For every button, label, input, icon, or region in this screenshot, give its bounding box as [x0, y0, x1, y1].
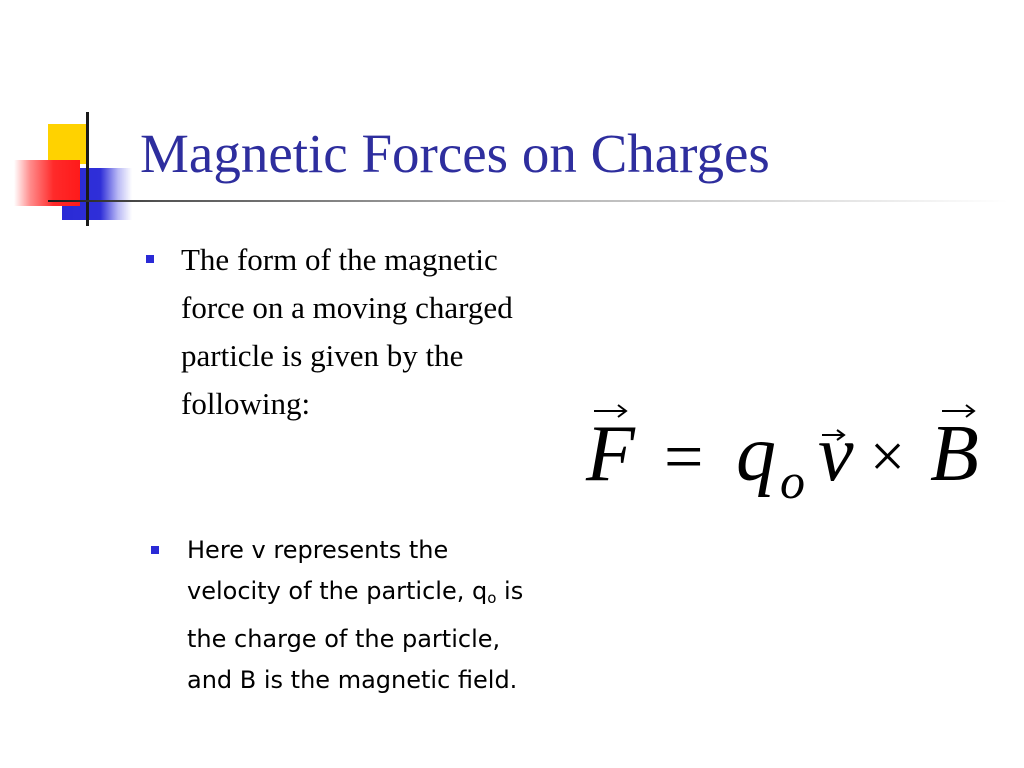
equation-equals: =: [664, 419, 704, 496]
vector-arrows: [594, 405, 974, 440]
logo-yellow-square: [48, 124, 86, 164]
equation-velocity: v: [818, 410, 854, 498]
equation-charge-subscript: o: [780, 453, 805, 509]
bullet-text-2: [187, 530, 547, 701]
bullet-text-1: The form of the magnetic force on a moving charged particle is given by the following:: [181, 242, 513, 421]
bullet-2-text-before: Here v represents the velocity of the particle, q: [187, 536, 488, 605]
bullet-2-subscript: o: [487, 589, 497, 607]
slide-title: Magnetic Forces on Charges: [140, 123, 770, 184]
equation-cross: ×: [870, 423, 905, 491]
force-equation: [580, 395, 1000, 515]
equation-field: B: [930, 410, 979, 498]
title-underline: [48, 200, 1008, 202]
bullet-2-text-after: is the charge of the particle, and B is the magnetic field.: [187, 577, 524, 694]
equation-force: F: [586, 410, 635, 498]
bullet-square-icon: [151, 546, 159, 554]
equation-charge: q: [736, 410, 776, 498]
logo-vertical-line: [86, 112, 89, 226]
bullet-square-icon: [146, 255, 154, 263]
